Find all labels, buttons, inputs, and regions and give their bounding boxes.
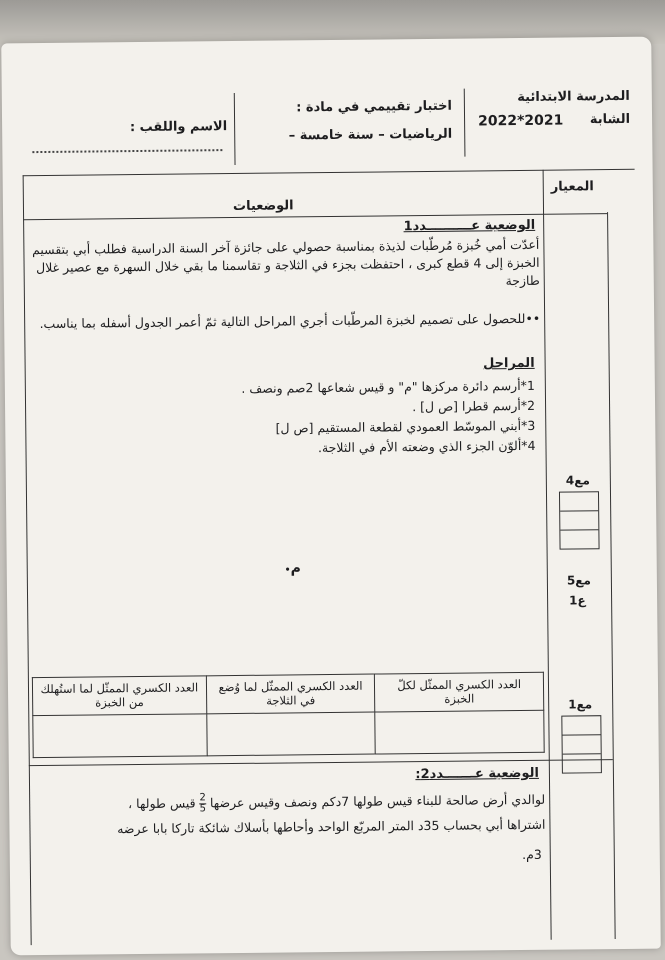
situation-1-title: الوضعية عــــــــــدد1	[403, 217, 536, 235]
score-boxes-c4[interactable]	[559, 491, 600, 549]
situation-1-instruction: ••للحصول على تصميم لخبزة المرطّبات أجري المراحل التالية ثمّ أعمر الجدول أسفله بما يناسب.	[39, 310, 541, 332]
table-cell-whole[interactable]	[375, 710, 544, 754]
exam-sheet	[1, 37, 661, 956]
criterion-c5: مع5	[566, 573, 591, 588]
score-boxes-c1[interactable]	[561, 715, 602, 773]
situation-2-title: الوضعية عـــــــدد2:	[415, 765, 539, 783]
situation-2-line-2: اشتراها أبي بحساب 35د المتر المربّع الواحد وأحاطها بأسلاك شائكة تاركا بابا عرضه	[117, 816, 546, 837]
name-field[interactable]	[32, 149, 222, 153]
school-name: المدرسة الابتدائية الشابة	[517, 88, 631, 128]
name-label: الاسم واللقب :	[129, 119, 228, 136]
situation-2-line-3: 3م.	[522, 846, 542, 863]
situation-2-line-1: لوالدي أرض صالحة للبناء قيس طولها 7دكم ونصف وقيس عرضها $\frac{2}{5}$ قيس طولها ،	[128, 791, 546, 815]
subject-title: الرياضيات – سنة خامسة –	[288, 126, 453, 144]
step-4: 4*ألوّن الجزء الذي وضعته الأم في الثلاجة.	[317, 437, 536, 456]
step-2: 2*أرسم قطرا [ص ل] .	[412, 397, 536, 415]
criteria-header: المعيار	[550, 179, 594, 195]
criterion-c1: مع1	[568, 697, 593, 712]
step-1: 1*أرسم دائرة مركزها "م" و قيس شعاعها 2صم ونصف .	[241, 377, 535, 396]
circle-center-label: •م	[284, 560, 301, 577]
criterion-c4: مع4	[565, 473, 590, 488]
step-3: 3*أبني الموسّط العمودي لقطعة المستقيم [ص ل]	[275, 417, 536, 436]
table-header-eaten: العدد الكسري الممثّل لما استُهلك من الخبزة	[32, 676, 206, 716]
table-cell-eaten[interactable]	[33, 714, 207, 758]
criteria-right	[607, 212, 616, 939]
table-header-whole: العدد الكسري الممثّل لكلّ الخبزة	[375, 672, 544, 712]
fraction-two-fifths: $\frac{2}{5}$	[199, 792, 207, 815]
school-year: 2022*2021	[478, 112, 564, 130]
fractions-table	[32, 672, 545, 758]
steps-title: المراحل	[482, 355, 535, 372]
criterion-g1: ع1	[569, 593, 586, 608]
situations-header: الوضعيات	[232, 198, 294, 215]
header-divider	[464, 89, 466, 157]
table-cell-fridge[interactable]	[207, 712, 376, 756]
test-title: اختبار تقييمي في مادة :	[296, 98, 453, 116]
table-header-fridge: العدد الكسري الممثّل لما وُضع في الثلاجة	[206, 674, 375, 714]
situation-1-text: أعدّت أمي خُبزة مُرطّبات لذيذة بمناسبة حصولي على جائزة آخر السنة الدراسية فطلب أبي بتقسيم الخبزة إلى 4 قطع كبرى ، احتفظت بجزء في الثلاجة و تقاسمنا ما بقي خلال السهرة مع عصير غلال طازجة	[31, 236, 540, 289]
